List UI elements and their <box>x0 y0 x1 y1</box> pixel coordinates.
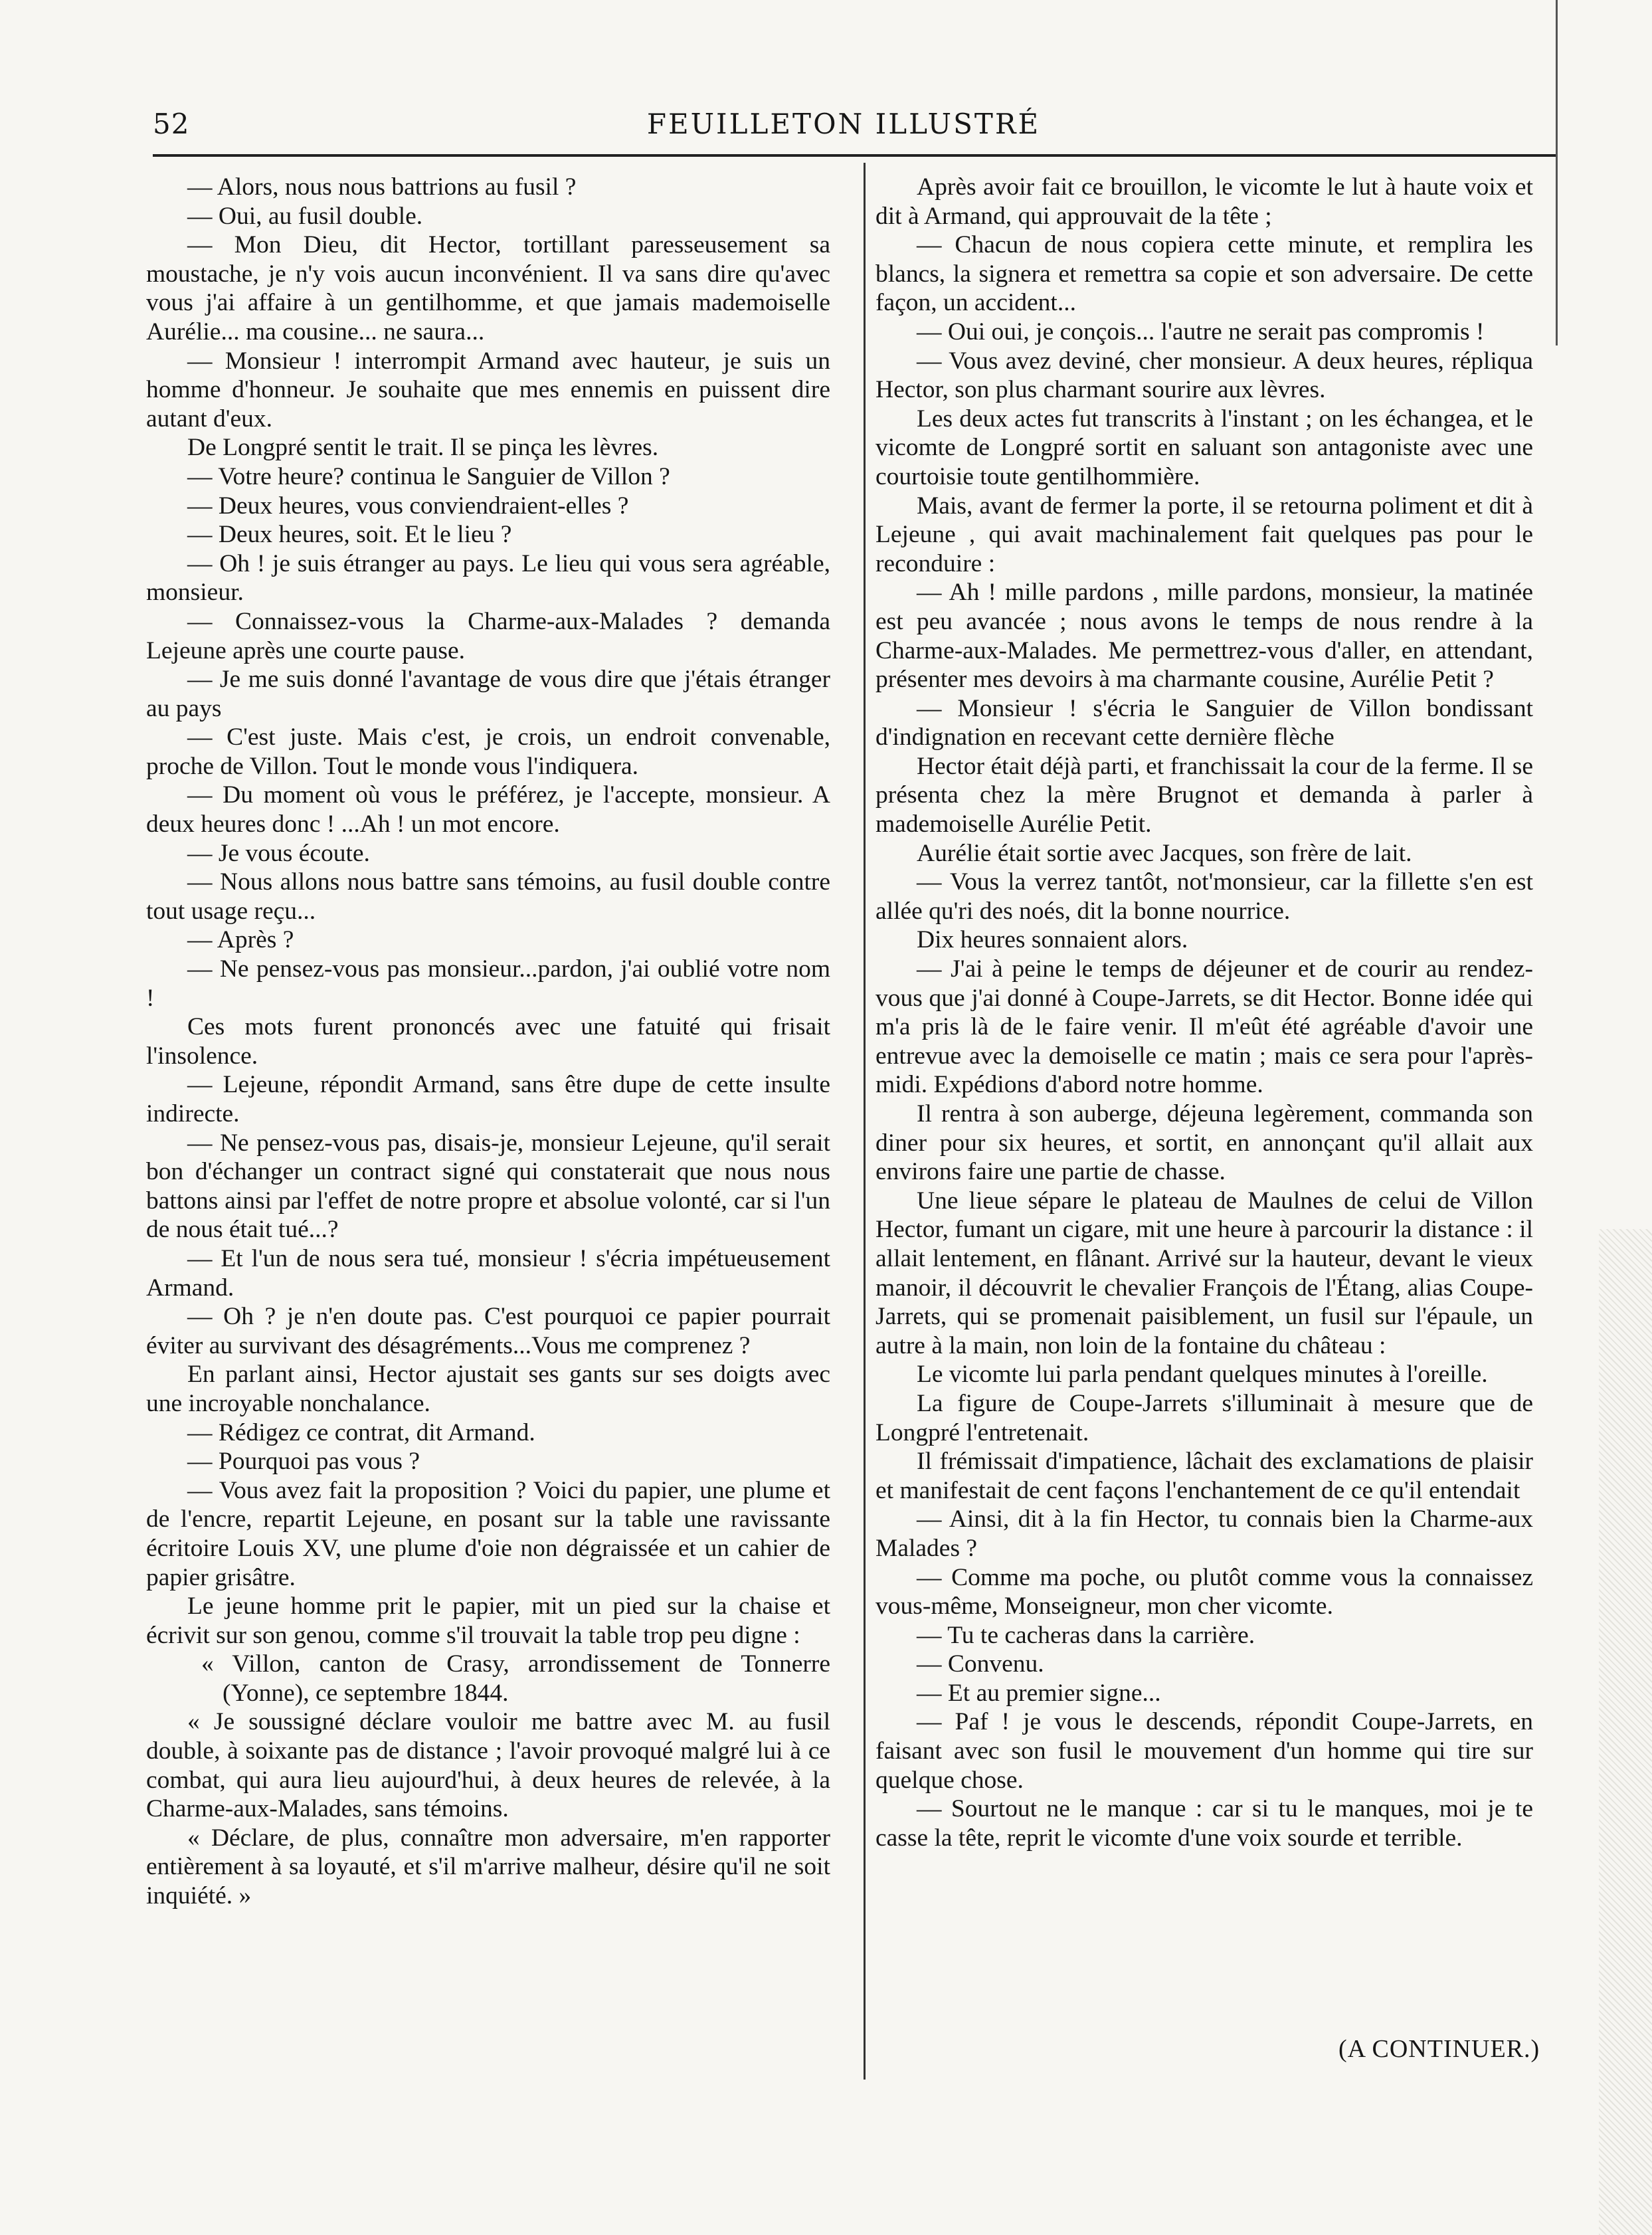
paragraph: — Chacun de nous copiera cette minute, et remplira les blancs, la signera et remettra sa copie et son adversaire. De cette façon, un accident... <box>875 231 1533 317</box>
paragraph: Une lieue sépare le plateau de Maulnes de celui de Villon Hector, fumant un cigare, mit une heure à parcourir la distance : il allait lentement, en flânant. Arrivé sur la hauteur, devant le vieux manoir, il découvrit le chevalier François de l'Étang, alias Coupe-Jarrets, qui se promenait paisiblement, un fusil sur l'épaule, un autre à la main, non loin de la fontaine du château : <box>875 1187 1533 1359</box>
paragraph: Il rentra à son auberge, déjeuna legèrement, commanda son diner pour six heures, et sortit, en annonçant qu'il allait aux environs faire une partie de chasse. <box>875 1100 1533 1186</box>
paragraph: Hector était déjà parti, et franchissait la cour de la ferme. Il se présenta chez la mère Brugnot et demanda à parler à mademoiselle Aurélie Petit. <box>875 752 1533 838</box>
column-divider <box>864 163 866 2080</box>
paragraph: — Et au premier signe... <box>917 1679 1161 1707</box>
paragraph: — Vous la verrez tantôt, not'monsieur, car la fillette s'en est allée qu'ri des noés, dit la bonne nourrice. <box>875 868 1533 925</box>
paragraph: — Sourtout ne le manque : car si tu le manques, moi je te casse la tête, reprit le vicomte d'une voix sourde et terrible. <box>875 1795 1533 1852</box>
paragraph: — Alors, nous nous battrions au fusil ? <box>187 173 577 201</box>
paragraph: — Oui oui, je conçois... l'autre ne serait pas compromis ! <box>917 318 1485 345</box>
right-column <box>875 173 1533 1852</box>
paragraph: — Votre heure? continua le Sanguier de Villon ? <box>187 462 670 490</box>
paragraph: — Vous avez fait la proposition ? Voici du papier, une plume et de l'encre, repartit Lejeune, en posant sur la table une ravissante écritoire Louis XV, une plume d'oie non dégraissée et un cahier de papier grisâtre. <box>146 1476 830 1591</box>
paragraph: — Deux heures, vous conviendraient-elles ? <box>187 492 629 520</box>
paragraph: La figure de Coupe-Jarrets s'illuminait à mesure que de Longpré l'entretenait. <box>875 1389 1533 1446</box>
paragraph: Ces mots furent prononcés avec une fatuité qui frisait l'insolence. <box>146 1013 830 1070</box>
paragraph: — Je me suis donné l'avantage de vous dire que j'étais étranger au pays <box>146 666 830 722</box>
paragraph: Les deux actes fut transcrits à l'instant ; on les échangea, et le vicomte de Longpré sortit en saluant son antagoniste avec une courtoisie toute gentilhommière. <box>875 405 1533 490</box>
paragraph: — Convenu. <box>917 1650 1044 1678</box>
paragraph: Aurélie était sortie avec Jacques, son frère de lait. <box>917 839 1412 867</box>
paragraph: — Connaissez-vous la Charme-aux-Malades ? demanda Lejeune après une courte pause. <box>146 607 830 664</box>
paragraph: — Après ? <box>187 926 294 954</box>
running-title: FEUILLETON ILLUSTRÉ <box>646 108 1041 140</box>
quoted-contract-paragraph: « Je soussigné déclare vouloir me battre avec M. au fusil double, à soixante pas de distance ; l'avoir provoqué malgré lui à ce combat, qui aura lieu aujourd'hui, à deux heures de relevée, à la Charme-aux-Malades, sans témoins. <box>146 1708 830 1823</box>
paragraph: — J'ai à peine le temps de déjeuner et de courir au rendez-vous que j'ai donné à Coupe-Jarrets, se dit Hector. Bonne idée qui m'a pris là de le faire venir. Il m'eût été agréable d'avoir une entrevue avec la demoiselle ce matin ; mais ce sera pour l'après-midi. Expédions d'abord notre homme. <box>875 955 1533 1099</box>
paragraph: — Et l'un de nous sera tué, monsieur ! s'écria impétueusement Armand. <box>146 1244 830 1302</box>
paragraph: — Nous allons nous battre sans témoins, au fusil double contre tout usage reçu... <box>146 868 830 925</box>
paragraph: Le vicomte lui parla pendant quelques minutes à l'oreille. <box>917 1361 1488 1389</box>
quoted-contract-paragraph: « Déclare, de plus, connaître mon adversaire, m'en rapporter entièrement à sa loyauté, et s'il m'arrive malheur, désire qu'il ne soit inquiété. » <box>146 1824 830 1910</box>
paragraph: — Pourquoi pas vous ? <box>187 1448 420 1476</box>
continuation-note: (A CONTINUER.) <box>1338 2035 1540 2063</box>
paragraph: — Lejeune, répondit Armand, sans être dupe de cette insulte indirecte. <box>146 1071 830 1127</box>
paragraph: — Je vous écoute. <box>187 839 370 867</box>
paragraph: — Ah ! mille pardons , mille pardons, monsieur, la matinée est peu avancée ; nous avons le temps de nous rendre à la Charme-aux-Malades. Me permettrez-vous d'aller, en attendant, présenter mes devoirs à ma charmante cousine, Aurélie Petit ? <box>875 579 1533 694</box>
paragraph: — Tu te cacheras dans la carrière. <box>917 1621 1255 1649</box>
paragraph: — Oh ! je suis étranger au pays. Le lieu qui vous sera agréable, monsieur. <box>146 549 830 607</box>
paragraph: Après avoir fait ce brouillon, le vicomte le lut à haute voix et dit à Armand, qui approuvait de la tête ; <box>875 173 1533 230</box>
paragraph: — Deux heures, soit. Et le lieu ? <box>187 521 512 549</box>
paragraph: En parlant ainsi, Hector ajustait ses gants sur ses doigts avec une incroyable nonchalance. <box>146 1361 830 1417</box>
paragraph: — Du moment où vous le préférez, je l'accepte, monsieur. A deux heures donc ! ...Ah ! un mot encore. <box>146 781 830 838</box>
paragraph: Le jeune homme prit le papier, mit un pied sur la chaise et écrivit sur son genou, comme s'il trouvait la table trop peu digne : <box>146 1593 830 1649</box>
page-number: 52 <box>153 108 190 140</box>
quoted-contract-heading: « Villon, canton de Crasy, arrondissement de Tonnerre (Yonne), ce septembre 1844. <box>201 1650 830 1707</box>
paragraph: Il frémissait d'impatience, lâchait des exclamations de plaisir et manifestait de cent façons l'enchantement de ce qu'il entendait <box>875 1448 1533 1504</box>
scan-noise <box>1599 1229 1652 2235</box>
paragraph: — Monsieur ! s'écria le Sanguier de Villon bondissant d'indignation en recevant cette dernière flèche <box>875 694 1533 751</box>
paragraph: Mais, avant de fermer la porte, il se retourna poliment et dit à Lejeune , qui avait machinalement fait quelques pas pour le reconduire : <box>875 492 1533 577</box>
paragraph: — Ne pensez-vous pas monsieur...pardon, j'ai oublié votre nom ! <box>146 955 830 1012</box>
paragraph: — C'est juste. Mais c'est, je crois, un endroit convenable, proche de Villon. Tout le monde vous l'indiquera. <box>146 724 830 780</box>
header-rule <box>153 154 1558 157</box>
paragraph: De Longpré sentit le trait. Il se pinça les lèvres. <box>187 434 659 462</box>
page-edge-rule <box>1556 0 1558 345</box>
paragraph: — Ne pensez-vous pas, disais-je, monsieur Lejeune, qu'il serait bon d'échanger un contract signé qui constaterait que nous nous battons ainsi par l'effet de notre propre et absolue volonté, car si l'un de nous était tué...? <box>146 1129 830 1244</box>
left-column <box>146 173 830 1911</box>
paragraph: — Paf ! je vous le descends, répondit Coupe-Jarrets, en faisant avec son fusil le mouvement d'un homme qui tire sur quelque chose. <box>875 1708 1533 1794</box>
paragraph: — Comme ma poche, ou plutôt comme vous la connaissez vous-même, Monseigneur, mon cher vicomte. <box>875 1563 1533 1620</box>
paragraph: — Mon Dieu, dit Hector, tortillant paresseusement sa moustache, je n'y vois aucun inconvénient. Il va sans dire qu'avec vous j'ai affaire à un gentilhomme, et que jamais mademoiselle Aurélie... ma cousine... ne saura... <box>146 231 830 345</box>
paragraph: — Rédigez ce contrat, dit Armand. <box>187 1418 535 1446</box>
paragraph: Dix heures sonnaient alors. <box>917 926 1188 954</box>
paragraph: — Monsieur ! interrompit Armand avec hauteur, je suis un homme d'honneur. Je souhaite que mes ennemis en puissent dire autant d'eux. <box>146 347 830 433</box>
paragraph: — Oh ? je n'en doute pas. C'est pourquoi ce papier pourrait éviter au survivant des désagréments...Vous me comprenez ? <box>146 1303 830 1359</box>
paragraph: — Oui, au fusil double. <box>187 202 423 230</box>
paragraph: — Vous avez deviné, cher monsieur. A deux heures, répliqua Hector, son plus charmant sourire aux lèvres. <box>875 347 1533 404</box>
page-header <box>153 100 1534 146</box>
paragraph: — Ainsi, dit à la fin Hector, tu connais bien la Charme-aux Malades ? <box>875 1506 1533 1562</box>
